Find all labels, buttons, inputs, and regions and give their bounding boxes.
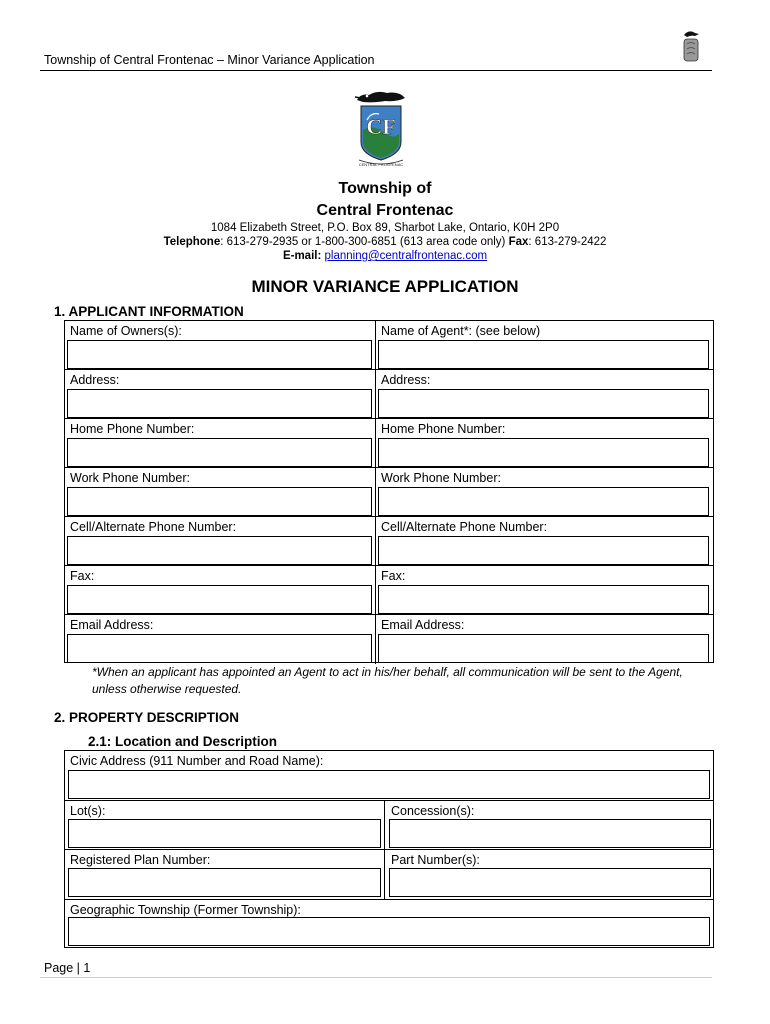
org-name-line2: Central Frontenac — [316, 202, 454, 219]
registered-plan-input[interactable] — [68, 868, 381, 897]
lots-input[interactable] — [68, 819, 381, 848]
page-number: Page | 1 — [44, 961, 91, 975]
agent-fax-label: Fax: — [381, 569, 406, 583]
registered-plan-label: Registered Plan Number: — [70, 853, 211, 867]
agent-note: *When an applicant has appointed an Agent to act in his/her behalf, all communication will be sent to the Agent, unless otherwise requested. — [92, 665, 683, 696]
logo-caption: CENTRAL FRONTENAC — [358, 162, 404, 167]
agent-address-cell — [376, 370, 713, 419]
logo-letters: CF — [366, 114, 396, 139]
email-link[interactable]: planning@centralfrontenac.com — [324, 250, 488, 262]
owner-name-label: Name of Owners(s): — [70, 324, 182, 338]
agent-name-input[interactable] — [378, 340, 709, 369]
part-number-input[interactable] — [389, 868, 711, 897]
owner-work-phone-input[interactable] — [67, 487, 372, 516]
agent-work-phone-input[interactable] — [378, 487, 709, 516]
header-rule — [40, 70, 712, 71]
owner-home-phone-cell — [65, 419, 376, 468]
owner-name-cell — [65, 321, 376, 370]
owner-fax-cell — [65, 566, 376, 615]
owner-fax-label: Fax: — [70, 569, 95, 583]
property-description-table — [64, 750, 714, 948]
org-phone-line — [0, 236, 770, 248]
section2-heading: 2. PROPERTY DESCRIPTION — [54, 710, 240, 725]
telephone-label: Telephone — [163, 236, 221, 248]
agent-work-phone-cell — [376, 468, 713, 517]
agent-home-phone-label: Home Phone Number: — [381, 422, 506, 436]
plan-cell — [65, 850, 385, 900]
telephone-value: : 613-279-2935 or 1-800-300-6851 (613 area code only) — [220, 236, 509, 248]
civic-address-cell — [65, 751, 713, 801]
owner-name-input[interactable] — [67, 340, 372, 369]
concession-label: Concession(s): — [391, 804, 475, 818]
org-address: 1084 Elizabeth Street, P.O. Box 89, Sharbot Lake, Ontario, K0H 2P0 — [210, 222, 560, 234]
owner-address-cell — [65, 370, 376, 419]
fax-value: : 613-279-2422 — [528, 236, 607, 248]
applicant-info-table — [64, 320, 714, 663]
owner-cell-phone-cell — [65, 517, 376, 566]
running-header: Township of Central Frontenac – Minor Variance Application — [44, 53, 375, 67]
concession-cell — [385, 801, 713, 850]
owner-email-input[interactable] — [67, 634, 372, 663]
agent-fax-cell — [376, 566, 713, 615]
agent-cell-phone-label: Cell/Alternate Phone Number: — [381, 520, 548, 534]
section1-heading: 1. APPLICANT INFORMATION — [54, 304, 244, 319]
owner-fax-input[interactable] — [67, 585, 372, 614]
concession-input[interactable] — [389, 819, 711, 848]
agent-address-label: Address: — [381, 373, 431, 387]
owner-email-cell — [65, 615, 376, 664]
agent-home-phone-input[interactable] — [378, 438, 709, 467]
agent-work-phone-label: Work Phone Number: — [381, 471, 501, 485]
org-email-line — [0, 250, 770, 262]
owner-address-input[interactable] — [67, 389, 372, 418]
township-logo-icon — [353, 90, 409, 170]
fax-label: Fax — [508, 236, 529, 248]
owner-home-phone-label: Home Phone Number: — [70, 422, 195, 436]
org-name-line1: Township of — [338, 180, 432, 197]
header-logo-icon — [681, 29, 701, 69]
agent-address-input[interactable] — [378, 389, 709, 418]
agent-email-input[interactable] — [378, 634, 709, 663]
owner-cell-phone-label: Cell/Alternate Phone Number: — [70, 520, 237, 534]
section2-subheading: 2.1: Location and Description — [88, 734, 278, 749]
owner-work-phone-cell — [65, 468, 376, 517]
lots-label: Lot(s): — [70, 804, 106, 818]
agent-cell-phone-cell — [376, 517, 713, 566]
agent-email-cell — [376, 615, 713, 664]
geographic-township-input[interactable] — [68, 917, 710, 946]
civic-address-label: Civic Address (911 Number and Road Name): — [70, 754, 324, 768]
owner-address-label: Address: — [70, 373, 120, 387]
agent-name-label: Name of Agent*: (see below) — [381, 324, 541, 338]
part-number-label: Part Number(s): — [391, 853, 480, 867]
owner-home-phone-input[interactable] — [67, 438, 372, 467]
email-label: E-mail: — [282, 250, 322, 262]
agent-name-cell — [376, 321, 713, 370]
agent-email-label: Email Address: — [381, 618, 465, 632]
document-title: MINOR VARIANCE APPLICATION — [251, 277, 519, 296]
owner-work-phone-label: Work Phone Number: — [70, 471, 190, 485]
agent-home-phone-cell — [376, 419, 713, 468]
owner-cell-phone-input[interactable] — [67, 536, 372, 565]
owner-email-label: Email Address: — [70, 618, 154, 632]
geographic-township-label: Geographic Township (Former Township): — [70, 903, 301, 917]
agent-fax-input[interactable] — [378, 585, 709, 614]
geographic-township-cell — [65, 900, 713, 947]
footer-rule — [40, 977, 712, 978]
agent-cell-phone-input[interactable] — [378, 536, 709, 565]
part-cell — [385, 850, 713, 900]
civic-address-input[interactable] — [68, 770, 710, 799]
lots-cell — [65, 801, 385, 850]
